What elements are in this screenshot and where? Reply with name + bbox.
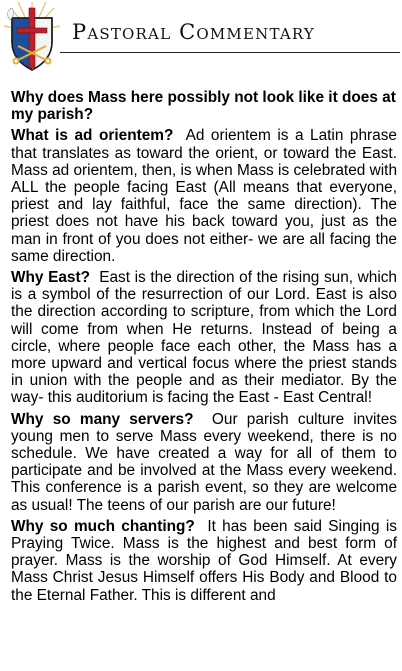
page-title: Why does Mass here possibly not look like it does at my parish?: [11, 89, 396, 124]
section-question: What is ad orientem?: [11, 127, 174, 145]
section-why-east: [11, 269, 397, 407]
section-question: Why so much chanting?: [11, 517, 195, 535]
section-servers: [11, 411, 397, 514]
section-answer: Our parish culture invites young men to serve Mass every weekend, there is no schedule. We have created a way for all of them to participate and be involved at the Mass every weekend. This conference is a parish event, so they are welcome as usual! The teens of our parish are our future!: [11, 410, 397, 514]
section-ad-orientem: [11, 127, 397, 265]
section-answer: East is the direction of the rising sun, which is a symbol of the resurrection of our Lord. East is also the direction according to scripture, from which the Lord will come from when He returns. Instead of being a circle, where people face each other, the Mass has a more upward and vertical focus where the priest stands in union with the people and as their mediator. By the way- this auditorium is facing the East - East Central!: [11, 269, 397, 407]
section-answer: It has been said Singing is Praying Twice. Mass is the highest and best form of prayer. Mass is the worship of God Himself. At every Mass Christ Jesus Himself offers His Body and Blood to the Eternal Father. This is different and: [11, 517, 397, 604]
section-question: Why East?: [11, 269, 91, 287]
header-title: Pastoral Commentary: [72, 20, 316, 44]
section-answer: Ad orientem is a Latin phrase that translates as toward the orient, or toward the East. Mass ad orientem, then, is when Mass is celebrated with ALL the people facing East (All means that everyone, priest and lay faithful, face the same direction). The priest does not have his back toward you, just as the man in front of you does not either- we are all facing the same direction.: [11, 127, 397, 265]
page-header: [0, 0, 402, 78]
commentary-body: [11, 89, 397, 608]
shield-cross-icon: [2, 2, 62, 76]
section-question: Why so many servers?: [11, 410, 194, 428]
header-divider: [60, 52, 400, 53]
section-chanting: [11, 518, 397, 604]
